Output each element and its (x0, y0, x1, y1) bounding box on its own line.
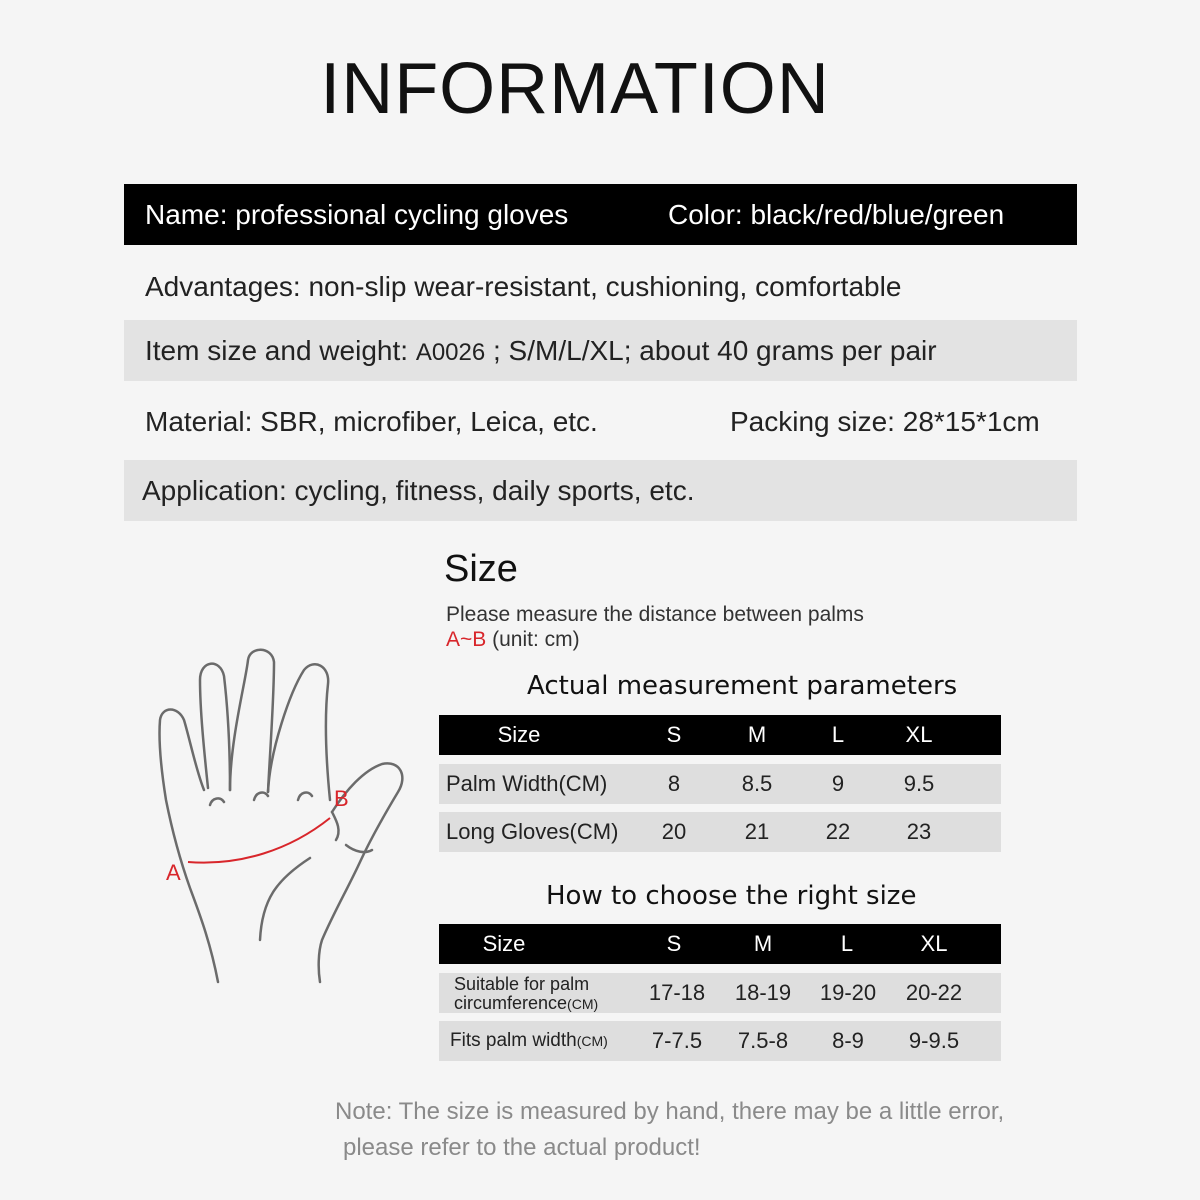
table2-row1-m: 18-19 (734, 980, 792, 1005)
page-title: INFORMATION (320, 49, 830, 129)
table2-row2-label-text: Fits palm width (450, 1030, 577, 1051)
table-row (439, 1021, 1001, 1061)
table2-row1-s: 17-18 (648, 980, 706, 1005)
size-instructions-text: Please measure the distance between palms (446, 603, 864, 626)
info-row-advantages (124, 256, 1077, 317)
table2-caption: How to choose the right size (546, 881, 917, 911)
table1-row2-s: 20 (661, 819, 687, 844)
size-heading: Size (444, 548, 518, 590)
table1-row1-label: Palm Width(CM) (446, 771, 608, 796)
item-code: A0026 (415, 339, 486, 366)
table1-row2-xl: 23 (906, 819, 932, 844)
table2-row2-unit: (CM) (576, 1033, 608, 1049)
table2-header-l: L (840, 931, 854, 956)
table2-header-s: S (666, 931, 682, 956)
table2-row2-label (450, 1021, 608, 1061)
table2-row1-xl: 20-22 (905, 980, 963, 1005)
table1-header-s: S (666, 722, 682, 747)
point-b-label: B (334, 786, 349, 811)
table1-row1-m: 8.5 (741, 771, 773, 796)
table1-header-m: M (747, 722, 767, 747)
info-row-name-color (124, 184, 1077, 245)
table2-row1-label-line2: circumference (454, 993, 568, 1013)
table2-row2-m: 7.5-8 (737, 1028, 789, 1053)
size-note (335, 1094, 1055, 1166)
info-row-application (124, 460, 1077, 521)
point-a-label: A (166, 860, 181, 885)
product-material: Material: SBR, microfiber, Leica, etc. (145, 406, 598, 437)
table1-header (439, 715, 1001, 755)
table1-header-xl: XL (905, 722, 933, 747)
table2-header (439, 924, 1001, 964)
table1-header-l: L (831, 722, 845, 747)
item-size-label: Item size and weight: (145, 335, 409, 366)
product-application: Application: cycling, fitness, daily sports, etc. (142, 475, 695, 506)
product-advantages: Advantages: non-slip wear-resistant, cushioning, comfortable (145, 271, 902, 302)
product-color: Color: black/red/blue/green (668, 199, 1005, 230)
table2-header-xl: XL (920, 931, 948, 956)
table2-header-m: M (753, 931, 773, 956)
table1-row1-s: 8 (667, 771, 681, 796)
size-note-line2: please refer to the actual product! (343, 1134, 701, 1161)
table2-row2-l: 8-9 (832, 1028, 864, 1053)
table2-row1-unit: (CM) (567, 996, 599, 1012)
table1-row2-l: 22 (825, 819, 851, 844)
table2-row1-l: 19-20 (819, 980, 877, 1005)
table-row (439, 764, 1001, 804)
table-row (439, 812, 1001, 852)
size-note-line1: Note: The size is measured by hand, there may be a little error, (335, 1098, 1005, 1125)
table1-caption: Actual measurement parameters (527, 671, 958, 701)
item-size-detail: ; S/M/L/XL; about 40 grams per pair (493, 335, 937, 366)
table2-row2-xl: 9-9.5 (908, 1028, 960, 1053)
info-row-item-size (124, 320, 1077, 381)
table1-row2-m: 21 (744, 819, 770, 844)
table1-row2-label: Long Gloves(CM) (446, 819, 619, 844)
info-row-material-packing (124, 391, 1077, 452)
table1-header-size: Size (497, 722, 541, 747)
table2-row1-label-line1: Suitable for palm (454, 974, 590, 994)
item-size-weight (145, 320, 937, 383)
table-row (439, 973, 1001, 1013)
table1-row1-l: 9 (831, 771, 845, 796)
size-instructions (446, 602, 876, 652)
table2-row2-s: 7-7.5 (651, 1028, 703, 1053)
hand-outline-illustration (150, 640, 420, 1000)
packing-size: Packing size: 28*15*1cm (730, 406, 1040, 437)
table1-row1-xl: 9.5 (903, 771, 935, 796)
product-name: Name: professional cycling gloves (145, 199, 569, 230)
table2-row1-label (454, 975, 598, 1015)
size-instructions-unit: (unit: cm) (486, 628, 580, 651)
table2-header-size: Size (482, 931, 526, 956)
size-instructions-highlight: A~B (446, 628, 487, 651)
